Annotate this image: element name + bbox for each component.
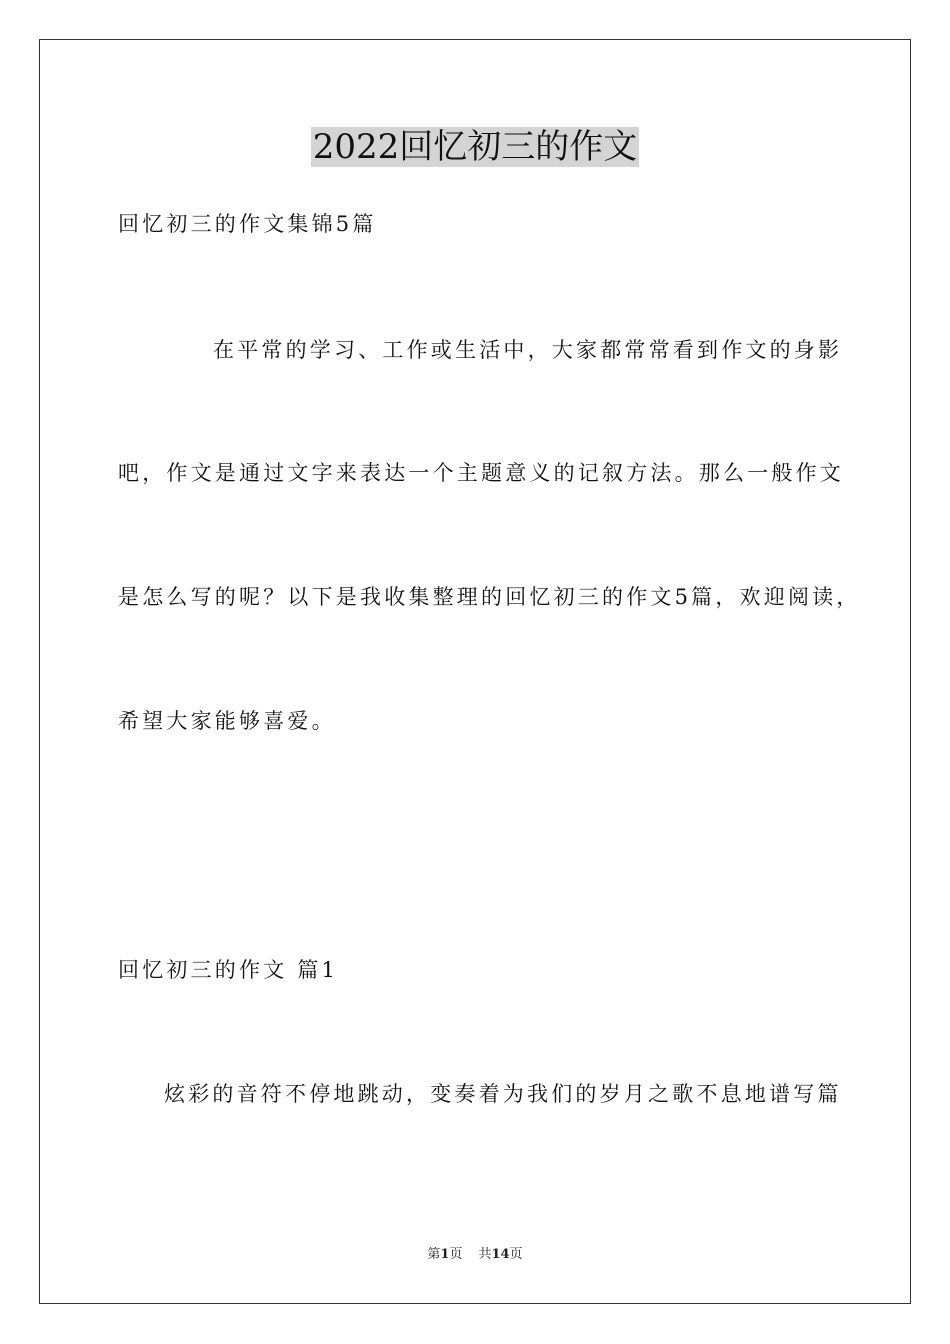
footer-total-prefix: 共	[478, 1247, 492, 1262]
document-subtitle: 回忆初三的作文集锦5篇	[118, 212, 377, 236]
section-heading: 回忆初三的作文 篇1	[118, 958, 339, 982]
footer-total-pages: 14	[491, 1247, 510, 1262]
section-first-line: 炫彩的音符不停地跳动，变奏着为我们的岁月之歌不息地谱写篇	[164, 1082, 842, 1106]
footer-total-suffix: 页	[509, 1247, 523, 1262]
document-title-text: 2022回忆初三的作文	[312, 127, 638, 167]
footer-page-prefix: 第	[427, 1247, 441, 1262]
footer-page-suffix: 页	[449, 1247, 463, 1262]
intro-line-1: 在平常的学习、工作或生活中，大家都常常看到作文的身影	[213, 338, 843, 362]
intro-line-4: 希望大家能够喜爱。	[118, 709, 336, 733]
intro-line-3: 是怎么写的呢？以下是我收集整理的回忆初三的作文5篇，欢迎阅读，	[118, 585, 861, 609]
document-title	[0, 125, 950, 169]
page-footer	[0, 1246, 950, 1264]
intro-line-2: 吧，作文是通过文字来表达一个主题意义的记叙方法。那么一般作文	[118, 461, 844, 485]
footer-page-number: 1	[440, 1247, 450, 1262]
